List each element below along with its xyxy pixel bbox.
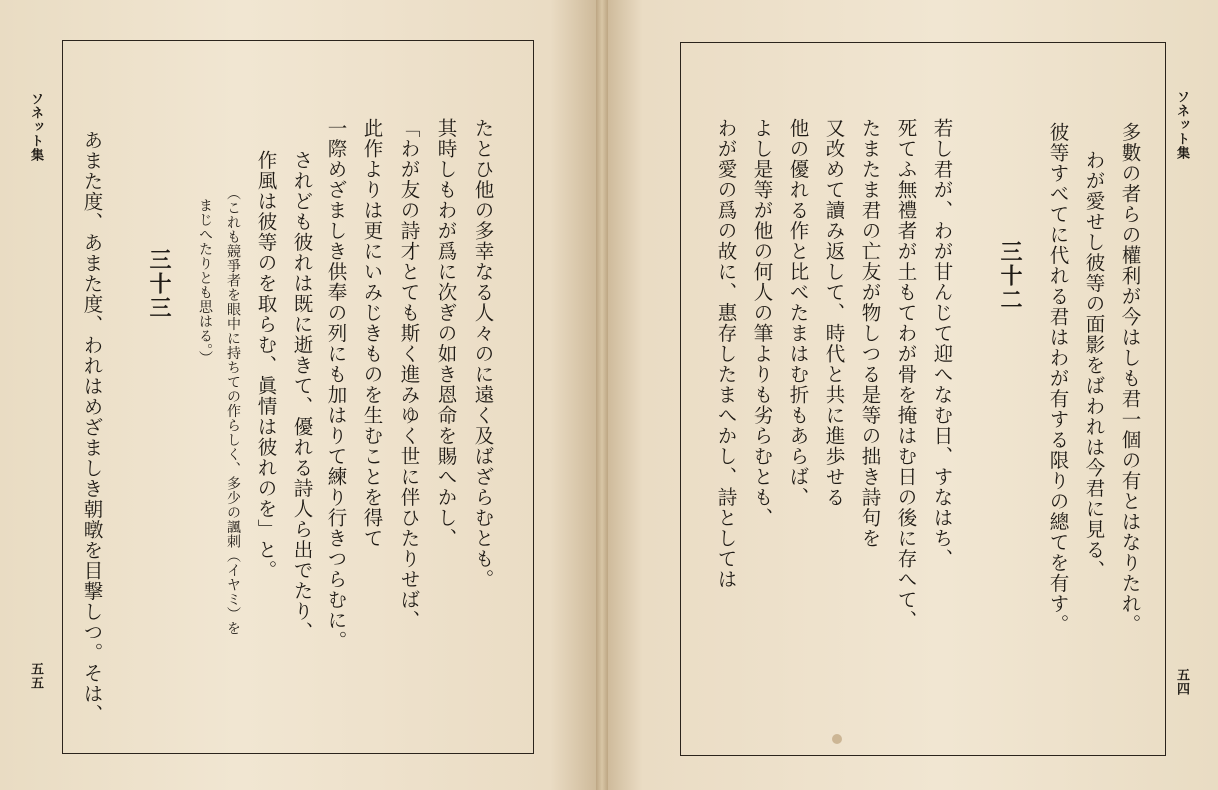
left-note-line-1: （これも競爭者を眼中に持ちての作らしく、多少の諷刺（イヤミ）を xyxy=(225,186,241,636)
left-folio: 五五 xyxy=(28,662,43,690)
left-next-line-1: あまた度、あまた度、われはめざましき朝暾を目撃しつ。そは、 xyxy=(80,130,104,725)
right-line-1: 若し君が、わが甘んじて迎へなむ日、すなはち、 xyxy=(930,118,954,569)
left-line-4: 此作よりは更にいみじきものを生むことを得て xyxy=(360,118,384,549)
right-top-line-3: 彼等すべてに代れる君はわが有する限りの總てを有す。 xyxy=(1046,122,1070,635)
left-line-7: 作風は彼等のを取らむ、眞情は彼れのを」と。 xyxy=(254,150,278,581)
left-line-3: 「わが友の詩才とても斯く進みゆく世に伴ひたりせば、 xyxy=(397,118,421,631)
book-gutter xyxy=(596,0,608,790)
right-line-7: わが愛の爲の故に、惠存したまへかし、詩としては xyxy=(714,118,738,590)
paper-stain xyxy=(832,734,842,744)
left-line-5: 一際めざましき供奉の列にも加はりて練り行きつらむに。 xyxy=(324,118,348,651)
left-line-6: されども彼れは既に逝きて、優れる詩人ら出でたり、 xyxy=(290,150,314,642)
right-top-line-1: 多數の者らの權利が今はしも君一個の有とはなりたれ。 xyxy=(1118,122,1142,635)
right-line-3: たまたま君の亡友が物しつる是等の拙き詩句を xyxy=(858,118,882,549)
right-running-title: ソネット集 xyxy=(1174,90,1189,160)
left-note-line-2: まじへたりとも思はる。） xyxy=(197,198,213,365)
sonnet-32-heading: 三十二 xyxy=(997,240,1023,312)
right-line-2: 死てふ無禮者が土もてわが骨を掩はむ日の後に存へて、 xyxy=(894,118,918,631)
right-line-6: よし是等が他の何人の筆よりも劣らむとも、 xyxy=(750,118,774,528)
right-line-5: 他の優れる作と比べたまはむ折もあらば、 xyxy=(786,118,810,508)
right-line-4: 又改めて讀み返して、時代と共に進歩せる xyxy=(822,118,846,508)
right-folio: 五四 xyxy=(1174,668,1189,696)
sonnet-33-heading: 三十三 xyxy=(146,248,172,320)
left-line-2: 其時しもわが爲に次ぎの如き恩命を賜へかし、 xyxy=(434,118,458,549)
right-top-line-2: わが愛せし彼等の面影をばわれは今君に見る、 xyxy=(1082,150,1106,581)
left-running-title: ソネット集 xyxy=(28,92,43,162)
left-line-1: たとひ他の多幸なる人々のに遠く及ばざらむとも。 xyxy=(471,118,495,590)
